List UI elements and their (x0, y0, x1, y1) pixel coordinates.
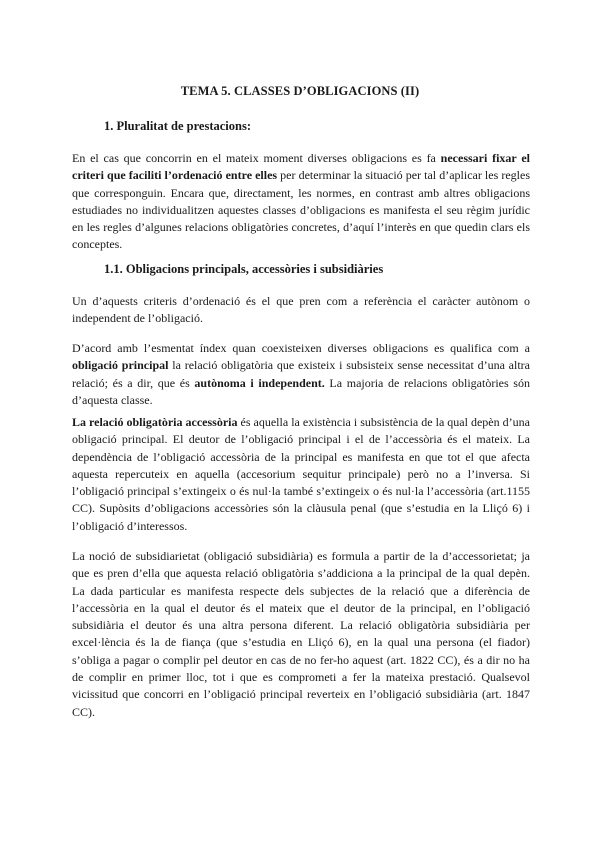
section-heading-1: 1. Pluralitat de prestacions: (104, 119, 251, 133)
paragraph-1 (72, 150, 530, 254)
paragraph-3-text-b: la relació obligatòria que existeix i subsisteix sense necessitat d’una altra relació; és a dir, que és (72, 358, 530, 390)
paragraph-3 (72, 340, 530, 409)
paragraph-4-text-a: és aquella la existència i subsistència de la qual depèn d’una obligació principal. El deutor de l’obligació principal i el de l’accessòria és el mateix. La dependència de l’obligació accessòria de la principal es manifesta en que tot el que afecta aquesta repercuteix en aquella (accesorium sequitur principale) però no a l’inversa. Si l’obligació principal s’extingeix o és nul·la també s’extingeix o és nul·la l’accessòria (art.1155 CC). Supòsits d’obligacions accessòries són la clàusula penal (que s’estudia en la Lliçó 6) i l’obligació d’interessos. (72, 415, 530, 533)
paragraph-3-text-c: La majoria de relacions obligatòries són d’aquesta classe. (72, 375, 530, 407)
paragraph-1-text-a: En el cas que concorrin en el mateix moment diverses obligacions es fa (72, 151, 441, 165)
paragraph-1-bold-a: necessari fixar el criteri que faciliti l’ordenació entre elles (72, 151, 530, 183)
paragraph-4 (72, 414, 530, 535)
paragraph-1-text-b: per determinar la situació per tal d’aplicar les regles que corresponguin. Encara que, directament, les normes, en contrast amb altres obligacions estudiades no individualitzen aquestes classes d’obligacions es manifesta el seu règim jurídic en les regles d’algunes relacions obligatòries concretes, d’aquí l’interès en que quedin clars els conceptes. (72, 168, 530, 252)
section-heading-1-1: 1.1. Obligacions principals, accessòries i subsidiàries (104, 262, 384, 276)
paragraph-5: La noció de subsidiarietat (obligació subsidiària) es formula a partir de la d’accessorietat; ja que es pren d’ella que aquesta relació obligatòria s’addiciona a la principal de la qual depèn. La dada particular es manifesta respecte dels subjectes de la relació que a diferència de l’accessòria en la qual el deutor és el mateix que el deutor de la principal, en l’obligació subsidiària el deutor és una altra persona diferent. La relació obligatòria subsidiària per excel·lència és la de fiança (que s’estudia en Lliçó 6), en la qual una persona (el fiador) s’obliga a pagar o complir pel deutor en cas de no fer-ho aquest (art. 1822 CC), és a dir no ha de complir en primer lloc, tot i que es comprometi a fer la mateixa prestació. Qualsevol vicissitud que concorri en l’obligació principal reverteix en l’obligació subsidiària (art. 1847 CC). (72, 549, 530, 719)
page-title: TEMA 5. CLASSES D’OBLIGACIONS (II) (180, 84, 420, 98)
paragraph-3-text-a: D’acord amb l’esmentat índex quan coexisteixen diverses obligacions es qualifica com a (72, 341, 530, 355)
paragraph-4-bold-a: La relació obligatòria accessòria (72, 415, 238, 429)
paragraph-2: Un d’aquests criteris d’ordenació és el que pren com a referència el caràcter autònom o independent de l’obligació. (72, 294, 530, 326)
paragraph-3-bold-a: obligació principal (72, 358, 169, 373)
paragraph-3-bold-b: autònoma i independent. (194, 375, 325, 390)
